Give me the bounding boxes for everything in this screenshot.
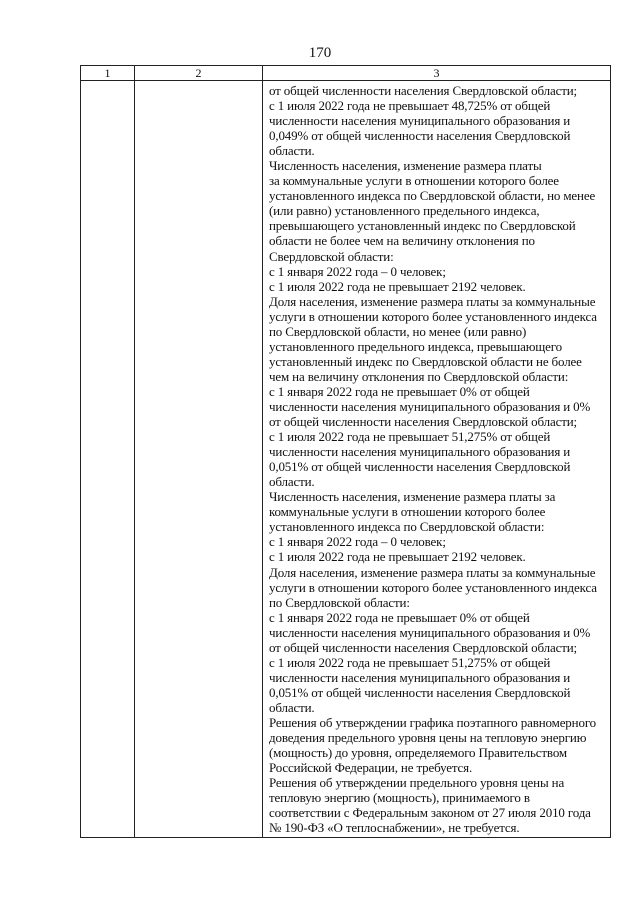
- text-line: с 1 января 2022 года – 0 человек;: [269, 534, 446, 550]
- text-line: коммунальные услуги в отношении которого более: [269, 504, 546, 520]
- text-line: превышающего установленный индекс по Свердловской: [269, 218, 576, 234]
- text-line: области.: [269, 474, 315, 490]
- text-line: с 1 июля 2022 года не превышает 51,275% от общей: [269, 429, 551, 445]
- column-header-3: 3: [263, 66, 611, 81]
- text-line: услуги в отношении которого более установленного индекса: [269, 308, 597, 324]
- text-line: (или равно) установленного предельного индекса,: [269, 203, 540, 219]
- text-line: с 1 января 2022 года – 0 человек;: [269, 263, 446, 279]
- text-line: области.: [269, 699, 315, 715]
- table-body: [81, 81, 611, 838]
- column-1-cell: [81, 81, 135, 838]
- text-line: установленного предельного индекса, превышающего: [269, 338, 562, 354]
- text-line: Численность населения, изменение размера платы: [269, 158, 542, 174]
- column-3-cell: [263, 81, 611, 838]
- column-header-2: 2: [135, 66, 263, 81]
- text-line: установленного индекса по Свердловской области, но менее: [269, 188, 596, 204]
- text-line: с 1 января 2022 года не превышает 0% от общей: [269, 609, 530, 625]
- text-line: Российской Федерации, не требуется.: [269, 760, 473, 776]
- text-line: Численность населения, изменение размера платы за: [269, 489, 556, 505]
- text-line: численности населения муниципального образования и 0%: [269, 624, 591, 640]
- text-line: области.: [269, 143, 315, 159]
- text-line: Решения об утверждении предельного уровня цены на: [269, 775, 565, 791]
- text-line: 0,051% от общей численности населения Свердловской: [269, 459, 571, 475]
- text-line: № 190-ФЗ «О теплоснабжении», не требуется.: [269, 820, 520, 836]
- text-line: с 1 июля 2022 года не превышает 2192 человек.: [269, 278, 526, 294]
- text-line: от общей численности населения Свердловской области;: [269, 414, 578, 430]
- column-2-cell: [135, 81, 263, 838]
- text-line: с 1 января 2022 года не превышает 0% от общей: [269, 383, 530, 399]
- text-line: численности населения муниципального образования и: [269, 444, 571, 460]
- text-line: Решения об утверждении графика поэтапного равномерного: [269, 714, 597, 730]
- text-line: (мощность) до уровня, определяемого Правительством: [269, 745, 568, 761]
- text-line: от общей численности населения Свердловской области;: [269, 83, 578, 98]
- text-line: за коммунальные услуги в отношении которого более: [269, 173, 559, 189]
- text-line: Доля населения, изменение размера платы за коммунальные: [269, 564, 596, 580]
- text-line: тепловую энергию (мощность), принимаемого в: [269, 790, 530, 806]
- text-line: 0,049% от общей численности населения Свердловской: [269, 128, 571, 144]
- text-line: доведения предельного уровня цены на тепловую энергию: [269, 730, 587, 746]
- text-line: с 1 июля 2022 года не превышает 48,725% от общей: [269, 98, 551, 114]
- text-line: от общей численности населения Свердловской области;: [269, 639, 578, 655]
- text-line: чем на величину отклонения по Свердловской области:: [269, 368, 569, 384]
- text-line: с 1 июля 2022 года не превышает 51,275% от общей: [269, 654, 551, 670]
- page-number: 170: [308, 45, 332, 61]
- header-row: [81, 66, 611, 81]
- text-line: численности населения муниципального образования и: [269, 669, 571, 685]
- text-line: численности населения муниципального образования и: [269, 113, 571, 129]
- text-line: установленный индекс по Свердловской области не более: [269, 353, 582, 369]
- column-header-1: 1: [81, 66, 135, 81]
- text-line: установленного индекса по Свердловской области:: [269, 519, 545, 535]
- text-line: соответствии с Федеральным законом от 27 июля 2010 года: [269, 805, 591, 821]
- text-line: Доля населения, изменение размера платы за коммунальные: [269, 293, 596, 309]
- table-header: [81, 66, 611, 81]
- text-line: Свердловской области:: [269, 248, 394, 264]
- text-line: по Свердловской области, но менее (или равно): [269, 323, 527, 339]
- document-table: [80, 65, 611, 838]
- text-line: с 1 июля 2022 года не превышает 2192 человек.: [269, 549, 526, 565]
- text-line: области не более чем на величину отклонения по: [269, 233, 535, 249]
- text-line: услуги в отношении которого более установленного индекса: [269, 579, 597, 595]
- text-line: численности населения муниципального образования и 0%: [269, 398, 591, 414]
- text-line: 0,051% от общей численности населения Свердловской: [269, 684, 571, 700]
- text-line: по Свердловской области:: [269, 594, 410, 610]
- table-row: [81, 81, 611, 838]
